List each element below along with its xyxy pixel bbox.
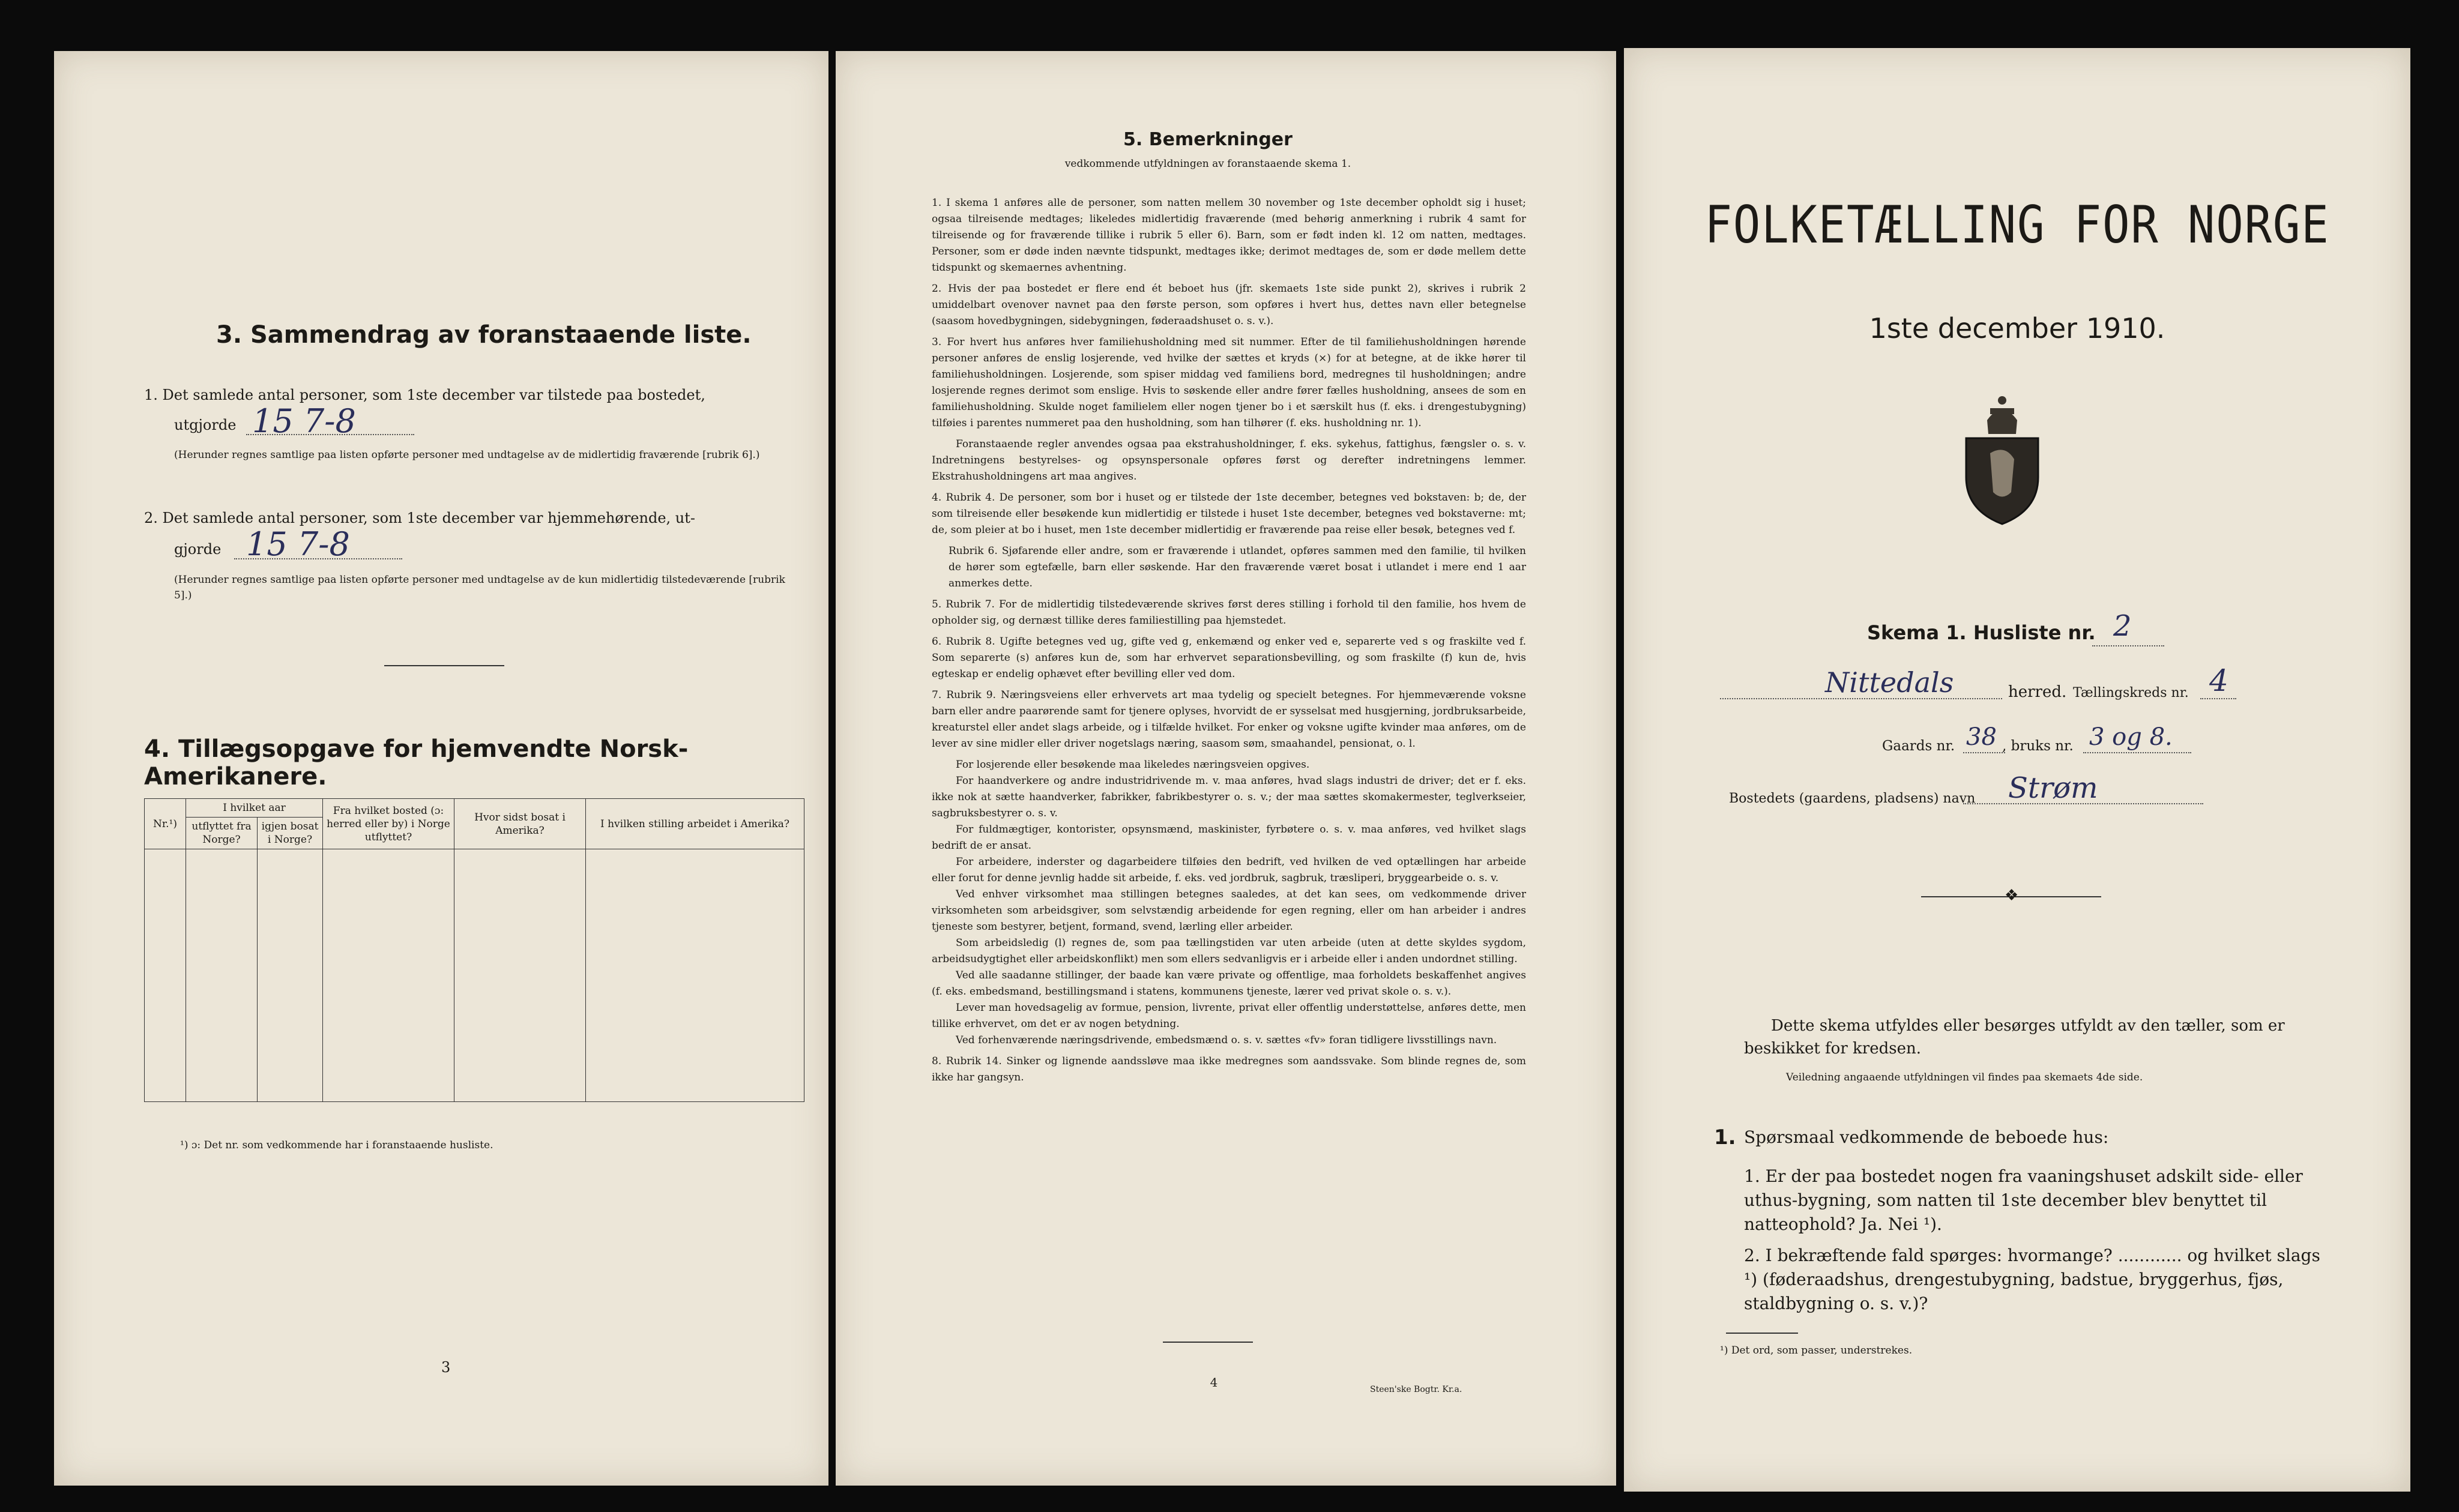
remarks-body <box>932 195 1526 1091</box>
remark-paragraph: Rubrik 6. Sjøfarende eller andre, som er fraværende i utlandet, opføres sammen med den familie, til hvilken de hører som egtefælle, barn eller søskende. Har den fraværende været bosat i utlandet i mere end 1 aar anmerkes dette. <box>949 545 1526 589</box>
remark-paragraph: Ved forhenværende næringsdrivende, embedsmænd o. s. v. sættes «fv» foran tidligere livsstillings navn. <box>956 1034 1497 1046</box>
question-2: 2. I bekræftende fald spørges: hvormange? ............ og hvilket slags ¹) (føderaadshus, drengestubygning, badstue, bryggerhus, fjøs, staldbygning o. s. v.)? <box>1744 1245 2320 1313</box>
printer-credit: Steen'ske Bogtr. Kr.a. <box>1370 1385 1462 1394</box>
remark-paragraph: 1. I skema 1 anføres alle de personer, som natten mellem 30 november og 1ste december opholdt sig i huset; ogsaa tilreisende medtages; likeledes midlertidig fraværende (med behørig anmerkning i rubrik 4 samt for tilreisende og for fraværende tillike i rubrik 5 eller 6). Barn, som er født inden kl. 12 om natten, medtages. Personer, som er døde inden nævnte tidspunkt, medtages ikke; derimot medtages de, som er døde mellem dette tidspunkt og skemaernes avhentning. <box>932 197 1526 274</box>
item1-note: (Herunder regnes samtlige paa listen opførte personer med undtagelse av de midlertidig fraværende [rubrik 6].) <box>174 449 760 461</box>
husliste-line <box>2092 645 2164 646</box>
remark-paragraph: For fuldmægtiger, kontorister, opsynsmænd, maskinister, fyrbøtere o. s. v. maa anføres, ved hvilket slags bedrift de er ansat. <box>932 824 1526 852</box>
coat-of-arms-icon <box>1957 387 2047 525</box>
table-row <box>145 1029 804 1065</box>
middle-page <box>836 51 1616 1486</box>
remark-paragraph: For losjerende eller besøkende maa likeledes næringsveien opgives. <box>956 759 1310 771</box>
left-page <box>54 51 828 1486</box>
kreds-label: Tællingskreds nr. <box>2073 685 2189 700</box>
remark-paragraph: 6. Rubrik 8. Ugifte betegnes ved ug, gifte ved g, enkemænd og enker ved e, separerte ved s og fraskilte ved f. Som separerte (s) anføres kun de, som har erhvervet separationsbevilling, og som fraskilte (f) kun de, hvis egteskap er endelig ophævet efter bevilling eller ved dom. <box>932 636 1526 680</box>
ornament-icon: ❖ <box>2005 887 2019 905</box>
remark-paragraph: Foranstaaende regler anvendes ogsaa paa ekstrahusholdninger, f. eks. sykehus, fattighus, fængsler o. s. v. Indretningens bestyrelses- og opsynspersonale opføres først og derefter indretningens lemmer. Ekstrahusholdningens art maa angives. <box>932 438 1526 483</box>
remark-paragraph: 3. For hvert hus anføres hver familiehusholdning med sit nummer. Efter de til familiehusholdningen hørende personer anføres de enslig losjerende, ved hvilke der sættes et kryds (×) for at betegne, at de ikke hører til familiehusholdningen. Losjerende, som spiser middag ved familiens bord, medregnes til husholdningen; andre losjerende regnes derimot som enslige. Hvis to søskende eller andre fører fælles husholdning, ansees de som en familiehusholdning. Skulde noget familielem eller nogen tjener bo i et særskilt hus (f. eks. i drengestubygning) tilføies i parentes nummeret paa den husholdning, som han tilhører (f. eks. husholdning nr. 1). <box>932 336 1526 429</box>
remark-paragraph: 4. Rubrik 4. De personer, som bor i huset og er tilstede der 1ste december, betegnes ved bokstaven: b; de, der som tilreisende eller besøkende kun midlertidig er tilstede i huset 1ste december, betegnes ved bokstaverne: mt; de, som pleier at bo i huset, men 1ste december midlertidig er fraværende paa reise eller besøk, betegnes ved f. <box>932 492 1526 536</box>
col-stilling-amerika: I hvilken stilling arbeidet i Amerika? <box>586 799 804 849</box>
table-row <box>145 1065 804 1102</box>
bosted-value: Strøm <box>2008 771 2098 805</box>
summary-item-1: 1. Det samlede antal personer, som 1ste december var tilstede paa bostedet, <box>144 387 705 403</box>
col-hvilket-aar: I hvilket aar <box>186 799 323 818</box>
page-number: 4 <box>1210 1375 1218 1390</box>
document-title: FOLKETÆLLING FOR NORGE <box>1704 195 2330 255</box>
bleed-through <box>504 87 512 115</box>
table-row <box>145 885 804 921</box>
summary-item-2: 2. Det samlede antal personer, som 1ste december var hjemmehørende, ut- <box>144 510 695 526</box>
right-page <box>1624 48 2410 1492</box>
footnote: ¹) Det ord, som passer, understrekes. <box>1720 1345 1913 1357</box>
remark-paragraph: 7. Rubrik 9. Næringsveiens eller erhvervets art maa tydelig og specielt betegnes. For hjemmeværende voksne barn eller andre paarørende samt for tjenere oplyses, hvorvidt de er sysselsat med husgjerning, jordbruksarbeide, kreaturstel eller andet slags arbeide, og i tilfælde hvilket. For enker og voksne ugifte kvinder maa anføres, om de lever av sine midler eller driver nogetslags næring, saasom søm, smaahandel, pensionat, o. l. <box>932 689 1526 750</box>
norsk-amerikanere-table <box>144 798 804 1102</box>
remarks-subheading: vedkommende utfyldningen av foranstaaende skema 1. <box>1064 158 1351 170</box>
col-utflyttet: utflyttet fra Norge? <box>186 818 258 849</box>
remarks-heading: 5. Bemerkninger <box>1123 129 1293 150</box>
fill-instruction: Dette skema utfyldes eller besørges utfyldt av den tæller, som er beskikket for kredsen. <box>1744 1017 2285 1058</box>
bruks-label: , bruks nr. <box>2002 738 2074 754</box>
herred-label: herred. <box>2008 683 2067 701</box>
item1-utgjorde-label: utgjorde <box>174 417 237 433</box>
table-row <box>145 993 804 1029</box>
item2-handwritten-value: 15 7-8 <box>246 525 350 563</box>
kreds-line <box>2200 698 2236 699</box>
kreds-nr: 4 <box>2209 663 2228 698</box>
bruks-line <box>2083 752 2191 753</box>
divider <box>384 665 504 666</box>
skema-label: Skema 1. Husliste nr. <box>1867 621 2096 644</box>
footnote-divider <box>1726 1333 1798 1334</box>
herred-value: Nittedals <box>1825 666 1954 699</box>
item2-gjorde-label: gjorde <box>174 541 222 558</box>
item2-note: (Herunder regnes samtlige paa listen opførte personer med undtagelse av de kun midlertidig tilstedeværende [rubrik 5].) <box>174 574 785 601</box>
table-row <box>145 849 804 886</box>
remark-paragraph: For arbeidere, inderster og dagarbeidere tilføies den bedrift, ved hvilken de ved optællingen har arbeide eller forut for denne jevnlig hadde sit arbeide, f. eks. ved jordbruk, sagbruk, træsliperi, bryggearbeide o. s. v. <box>932 856 1526 884</box>
census-date: 1ste december 1910. <box>1869 312 2165 345</box>
section-4-heading: 4. Tillægsopgave for hjemvendte Norsk-Amerikanere. <box>144 735 689 791</box>
remark-paragraph: Ved enhver virksomhet maa stillingen betegnes saaledes, at det kan sees, om vedkommende driver virksomheten som arbeidsgiver, som selvstændig arbeidende for egen regning, eller om han arbeider i andres tjeneste som bestyrer, betjent, formand, svend, lærling eller arbeider. <box>932 888 1526 933</box>
section-3-heading: 3. Sammendrag av foranstaaende liste. <box>216 321 752 349</box>
question-1: 1. Er der paa bostedet nogen fra vaaningshuset adskilt side- eller uthus-bygning, som natten til 1ste december blev benyttet til natteophold? Ja. Nei ¹). <box>1744 1166 2303 1234</box>
col-nr: Nr.¹) <box>145 799 186 849</box>
remark-paragraph: 5. Rubrik 7. For de midlertidig tilstedeværende skrives først deres stilling i forhold til den familie, hos hvem de opholder sig, og dernæst tillike deres familiestilling paa hjemstedet. <box>932 598 1526 627</box>
col-fra-hvilket-bosted: Fra hvilket bosted (ɔ: herred eller by) i Norge utflyttet? <box>323 799 454 849</box>
table-footnote: ¹) ɔ: Det nr. som vedkommende har i foranstaaende husliste. <box>180 1139 493 1151</box>
remark-paragraph: Som arbeidsledig (l) regnes de, som paa tællingstiden var uten arbeide (uten at dette skyldes sygdom, arbeidsudygtighet eller arbeidskonflikt) men som ellers sedvanligvis er i arbeide eller i anden undordnet stilling. <box>932 937 1526 965</box>
col-hvor-sidst-bosat: Hvor sidst bosat i Amerika? <box>454 799 586 849</box>
col-igjen-bosat: igjen bosat i Norge? <box>258 818 323 849</box>
page-number: 3 <box>441 1359 451 1376</box>
husliste-nr: 2 <box>2113 609 2132 643</box>
gaards-label: Gaards nr. <box>1882 738 1955 754</box>
question-heading: Spørsmaal vedkommende de beboede hus: <box>1744 1127 2109 1147</box>
guide-note: Veiledning angaaende utfyldningen vil findes paa skemaets 4de side. <box>1786 1071 2143 1083</box>
bruks-nr: 3 og 8. <box>2089 723 2173 751</box>
remark-paragraph: Lever man hovedsagelig av formue, pension, livrente, privat eller offentlig understøttelse, anføres dette, men tillike erhvervet, om det er av nogen betydning. <box>932 1002 1526 1030</box>
gaards-line <box>1963 752 2005 753</box>
gaards-nr: 38 <box>1966 723 1997 751</box>
table-row <box>145 921 804 957</box>
remark-paragraph: 8. Rubrik 14. Sinker og lignende aandssløve maa ikke medregnes som aandssvake. Som blinde regnes de, som ikke har gangsyn. <box>932 1055 1526 1083</box>
remark-paragraph: Ved alle saadanne stillinger, der baade kan være private og offentlige, maa forholdets beskaffenhet angives (f. eks. embedsmand, bestillingsmand i statens, kommunens tjeneste, lærer ved privat skole o. s. v.). <box>932 969 1526 998</box>
divider <box>1163 1342 1253 1343</box>
table-row <box>145 957 804 993</box>
remark-paragraph: 2. Hvis der paa bostedet er flere end ét beboet hus (jfr. skemaets 1ste side punkt 2), skrives i rubrik 2 umiddelbart ovenover navnet paa den første person, som opføres i hvert hus, dettes navn eller betegnelse (saasom hovedbygningen, sidebygningen, føderaadshuset o. s. v.). <box>932 283 1526 327</box>
bosted-label: Bostedets (gaardens, pladsens) navn <box>1729 791 1976 806</box>
question-heading-number: 1. <box>1714 1125 1736 1149</box>
remark-paragraph: For haandverkere og andre industridrivende m. v. maa anføres, hvad slags industri de driver; det er f. eks. ikke nok at sætte haandverker, fabrikker, fabrikbestyrer o. s. v.; der maa sættes skomakermester, teglverkseier, sagbruksbestyrer o. s. v. <box>932 775 1526 819</box>
item1-handwritten-value: 15 7-8 <box>252 402 356 440</box>
